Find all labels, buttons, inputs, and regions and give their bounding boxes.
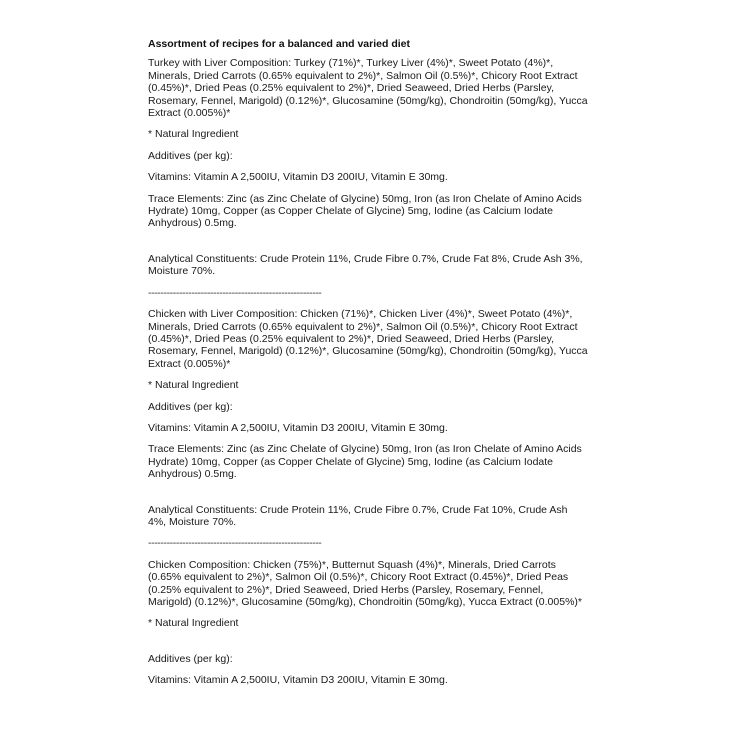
spacer	[148, 490, 588, 504]
spacer	[148, 239, 588, 253]
document-title: Assortment of recipes for a balanced and varied diet	[148, 38, 410, 50]
natural-ingredient-note: * Natural Ingredient	[148, 128, 239, 141]
section-separator: --------------------------------------------------------	[148, 286, 322, 299]
vitamins-text: Vitamins: Vitamin A 2,500IU, Vitamin D3 200IU, Vitamin E 30mg.	[148, 421, 448, 434]
composition-text: Turkey with Liver Composition: Turkey (71%)*, Turkey Liver (4%)*, Sweet Potato (4%)*, Minerals, Dried Carrots (0.65% equivalent to 2%)*, Salmon Oil (0.5%)*, Chicory Root Extract (0.45%)*, Dried Peas (0.25% equivalent to 2%)*, Dried Seaweed, Dried Herbs (Parsley, Rosemary, Fennel, Marigold) (0.12%)*, Glucosamine (50mg/kg), Chondroitin (50mg/kg), Yucca Extract (0.005%)*	[148, 57, 588, 120]
recipe-chicken-with-liver	[148, 308, 588, 528]
spacer	[148, 639, 588, 653]
vitamins-text: Vitamins: Vitamin A 2,500IU, Vitamin D3 200IU, Vitamin E 30mg.	[148, 171, 448, 184]
additives-heading: Additives (per kg):	[148, 652, 233, 665]
composition-text: Chicken with Liver Composition: Chicken (71%)*, Chicken Liver (4%)*, Sweet Potato (4%)*, Minerals, Dried Carrots (0.65% equivalent to 2%)*, Salmon Oil (0.5%)*, Chicory Root Extract (0.45%)*, Dried Peas (0.25% equivalent to 2%)*, Dried Seaweed, Dried Herbs (Parsley, Rosemary, Fennel, Marigold) (0.12%)*, Glucosamine (50mg/kg), Chondroitin (50mg/kg), Yucca Extract (0.005%)*	[148, 308, 588, 370]
recipe-document	[148, 38, 588, 696]
section-separator: --------------------------------------------------------	[148, 537, 322, 550]
analytical-constituents-text: Analytical Constituents: Crude Protein 11%, Crude Fibre 0.7%, Crude Fat 8%, Crude Ash 3%, Moisture 70%.	[148, 252, 583, 278]
natural-ingredient-note: * Natural Ingredient	[148, 617, 239, 630]
recipe-turkey-with-liver	[148, 57, 588, 277]
trace-elements-text: Trace Elements: Zinc (as Zinc Chelate of Glycine) 50mg, Iron (as Iron Chelate of Amino Acids Hydrate) 10mg, Copper (as Copper Chelate of Glycine) 5mg, Iodine (as Calcium Iodate Anhydrous) 0.5mg.	[148, 443, 582, 481]
natural-ingredient-note: * Natural Ingredient	[148, 379, 239, 392]
recipe-chicken	[148, 559, 588, 687]
composition-text: Chicken Composition: Chicken (75%)*, Butternut Squash (4%)*, Minerals, Dried Carrots (0.65% equivalent to 2%)*, Salmon Oil (0.5%)*, Chicory Root Extract (0.45%)*, Dried Peas (0.25% equivalent to 2%)*, Dried Seaweed, Dried Herbs (Parsley, Rosemary, Fennel, Marigold) (0.12%)*, Glucosamine (50mg/kg), Chondroitin (50mg/kg), Yucca Extract (0.005%)*	[148, 558, 582, 608]
additives-heading: Additives (per kg):	[148, 400, 233, 413]
trace-elements-text: Trace Elements: Zinc (as Zinc Chelate of Glycine) 50mg, Iron (as Iron Chelate of Amino Acids Hydrate) 10mg, Copper (as Copper Chelate of Glycine) 5mg, Iodine (as Calcium Iodate Anhydrous) 0.5mg.	[148, 192, 582, 230]
vitamins-text: Vitamins: Vitamin A 2,500IU, Vitamin D3 200IU, Vitamin E 30mg.	[148, 674, 448, 687]
additives-heading: Additives (per kg):	[148, 149, 233, 162]
analytical-constituents-text: Analytical Constituents: Crude Protein 11%, Crude Fibre 0.7%, Crude Fat 10%, Crude Ash 4%, Moisture 70%.	[148, 503, 568, 528]
